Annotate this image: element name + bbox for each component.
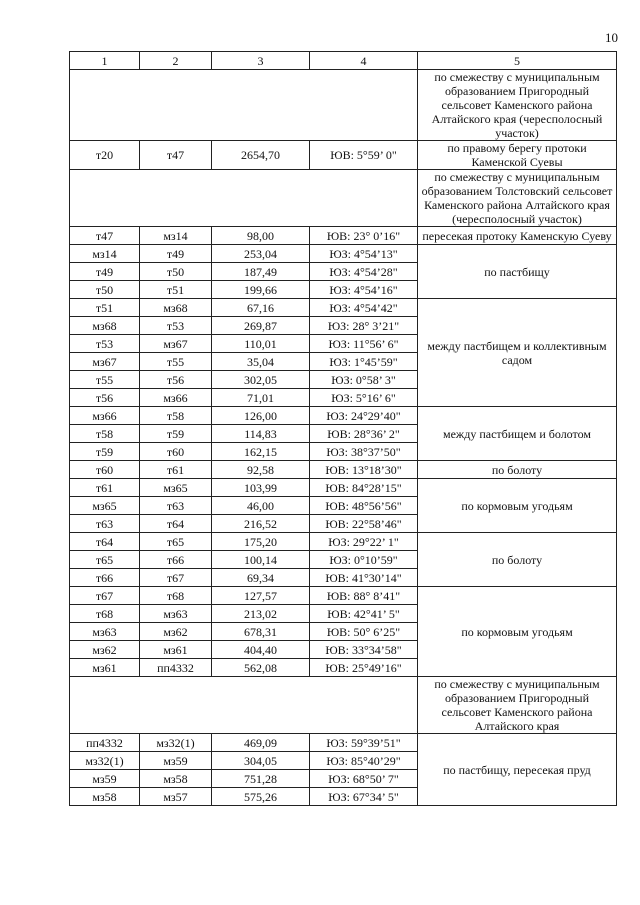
segment-description: по пастбищу, пересекая пруд	[418, 734, 617, 806]
segment-description: по смежеству с муниципальным образованием Пригородный сельсовет Каменского района Алтайского края (чересполосный участок)	[418, 70, 617, 141]
distance: 678,31	[212, 623, 310, 641]
to-point: мз66	[140, 389, 212, 407]
distance: 100,14	[212, 551, 310, 569]
from-point: т47	[70, 227, 140, 245]
from-point: мз63	[70, 623, 140, 641]
bearing: ЮЗ: 4°54’16"	[310, 281, 418, 299]
from-point: т60	[70, 461, 140, 479]
from-point: мз66	[70, 407, 140, 425]
table-row	[70, 141, 617, 170]
distance: 187,49	[212, 263, 310, 281]
distance: 469,09	[212, 734, 310, 752]
segment-description: по болоту	[418, 461, 617, 479]
bearing: ЮВ: 23° 0’16"	[310, 227, 418, 245]
bearing: ЮЗ: 24°29’40"	[310, 407, 418, 425]
to-point: т49	[140, 245, 212, 263]
bearing: ЮЗ: 4°54’42"	[310, 299, 418, 317]
to-point: т60	[140, 443, 212, 461]
to-point: мз67	[140, 335, 212, 353]
to-point: т68	[140, 587, 212, 605]
distance: 127,57	[212, 587, 310, 605]
from-point: т67	[70, 587, 140, 605]
bearing: ЮЗ: 38°37’50"	[310, 443, 418, 461]
from-point: мз58	[70, 788, 140, 806]
bearing: ЮЗ: 0°10’59"	[310, 551, 418, 569]
distance: 71,01	[212, 389, 310, 407]
bearing: ЮВ: 13°18’30"	[310, 461, 418, 479]
distance: 98,00	[212, 227, 310, 245]
from-point: мз62	[70, 641, 140, 659]
distance: 404,40	[212, 641, 310, 659]
to-point: мз32(1)	[140, 734, 212, 752]
from-point: т63	[70, 515, 140, 533]
to-point: т65	[140, 533, 212, 551]
separator-row	[70, 677, 617, 734]
bearing: ЮЗ: 67°34’ 5"	[310, 788, 418, 806]
from-point: т56	[70, 389, 140, 407]
from-point: пп4332	[70, 734, 140, 752]
distance: 199,66	[212, 281, 310, 299]
table-row	[70, 245, 617, 263]
to-point: т51	[140, 281, 212, 299]
bearing: ЮЗ: 85°40’29"	[310, 752, 418, 770]
from-point: мз61	[70, 659, 140, 677]
bearing: ЮВ: 88° 8’41"	[310, 587, 418, 605]
bearing: ЮЗ: 29°22’ 1"	[310, 533, 418, 551]
to-point: т47	[140, 141, 212, 170]
from-point: т68	[70, 605, 140, 623]
bearing: ЮЗ: 4°54’13"	[310, 245, 418, 263]
segment-description: между пастбищем и коллективным садом	[418, 299, 617, 407]
to-point: т59	[140, 425, 212, 443]
bearing: ЮЗ: 5°16’ 6"	[310, 389, 418, 407]
bearing: ЮЗ: 0°58’ 3"	[310, 371, 418, 389]
bearing: ЮВ: 5°59’ 0"	[310, 141, 418, 170]
to-point: мз61	[140, 641, 212, 659]
distance: 162,15	[212, 443, 310, 461]
segment-description: по правому берегу протоки Каменской Суевы	[418, 141, 617, 170]
to-point: т67	[140, 569, 212, 587]
table-row	[70, 407, 617, 425]
distance: 92,58	[212, 461, 310, 479]
to-point: т63	[140, 497, 212, 515]
bearing: ЮВ: 84°28’15"	[310, 479, 418, 497]
distance: 175,20	[212, 533, 310, 551]
column-header-2: 2	[140, 52, 212, 70]
distance: 35,04	[212, 353, 310, 371]
segment-description: по кормовым угодьям	[418, 587, 617, 677]
table-row	[70, 227, 617, 245]
to-point: мз68	[140, 299, 212, 317]
from-point: мз32(1)	[70, 752, 140, 770]
bearing: ЮЗ: 68°50’ 7"	[310, 770, 418, 788]
to-point: т56	[140, 371, 212, 389]
table-row	[70, 734, 617, 752]
to-point: пп4332	[140, 659, 212, 677]
bearing: ЮВ: 33°34’58"	[310, 641, 418, 659]
bearing: ЮВ: 25°49’16"	[310, 659, 418, 677]
bearing: ЮВ: 41°30’14"	[310, 569, 418, 587]
blank-cell	[70, 677, 418, 734]
blank-cell	[70, 170, 418, 227]
segment-description: пересекая протоку Каменскую Суеву	[418, 227, 617, 245]
from-point: т59	[70, 443, 140, 461]
distance: 575,26	[212, 788, 310, 806]
bearing: ЮЗ: 1°45’59"	[310, 353, 418, 371]
separator-row	[70, 170, 617, 227]
to-point: т64	[140, 515, 212, 533]
distance: 126,00	[212, 407, 310, 425]
from-point: мз65	[70, 497, 140, 515]
distance: 103,99	[212, 479, 310, 497]
from-point: т53	[70, 335, 140, 353]
to-point: т50	[140, 263, 212, 281]
segment-description: по смежеству с муниципальным образованием Пригородный сельсовет Каменского района Алтайского края	[418, 677, 617, 734]
to-point: мз65	[140, 479, 212, 497]
from-point: т65	[70, 551, 140, 569]
bearing: ЮЗ: 4°54’28"	[310, 263, 418, 281]
from-point: т50	[70, 281, 140, 299]
bearing: ЮЗ: 11°56’ 6"	[310, 335, 418, 353]
distance: 562,08	[212, 659, 310, 677]
to-point: т66	[140, 551, 212, 569]
segment-description: по кормовым угодьям	[418, 479, 617, 533]
from-point: т51	[70, 299, 140, 317]
distance: 269,87	[212, 317, 310, 335]
to-point: мз58	[140, 770, 212, 788]
from-point: мз67	[70, 353, 140, 371]
column-header-5: 5	[418, 52, 617, 70]
table-row	[70, 533, 617, 551]
distance: 304,05	[212, 752, 310, 770]
bearing: ЮЗ: 28° 3’21"	[310, 317, 418, 335]
from-point: мз68	[70, 317, 140, 335]
distance: 69,34	[212, 569, 310, 587]
distance: 751,28	[212, 770, 310, 788]
bearing: ЮВ: 50° 6’25"	[310, 623, 418, 641]
to-point: т55	[140, 353, 212, 371]
bearing: ЮВ: 22°58’46"	[310, 515, 418, 533]
distance: 46,00	[212, 497, 310, 515]
from-point: т64	[70, 533, 140, 551]
bearing: ЮВ: 28°36’ 2"	[310, 425, 418, 443]
to-point: т53	[140, 317, 212, 335]
from-point: т55	[70, 371, 140, 389]
from-point: мз14	[70, 245, 140, 263]
from-point: т66	[70, 569, 140, 587]
column-header-1: 1	[70, 52, 140, 70]
segment-description: между пастбищем и болотом	[418, 407, 617, 461]
bearing: ЮВ: 42°41’ 5"	[310, 605, 418, 623]
from-point: т61	[70, 479, 140, 497]
distance: 253,04	[212, 245, 310, 263]
to-point: мз57	[140, 788, 212, 806]
table-row	[70, 479, 617, 497]
segment-description: по болоту	[418, 533, 617, 587]
to-point: мз14	[140, 227, 212, 245]
distance: 302,05	[212, 371, 310, 389]
boundary-table	[69, 51, 617, 806]
to-point: мз63	[140, 605, 212, 623]
distance: 114,83	[212, 425, 310, 443]
distance: 213,02	[212, 605, 310, 623]
table-row	[70, 299, 617, 317]
from-point: т58	[70, 425, 140, 443]
to-point: т61	[140, 461, 212, 479]
separator-row	[70, 70, 617, 141]
segment-description: по смежеству с муниципальным образованием Толстовский сельсовет Каменского района Алтайского края (чересполосный участок)	[418, 170, 617, 227]
page-number: 10	[605, 30, 618, 45]
bearing: ЮВ: 48°56’56"	[310, 497, 418, 515]
to-point: т58	[140, 407, 212, 425]
segment-description: по пастбищу	[418, 245, 617, 299]
distance: 216,52	[212, 515, 310, 533]
distance: 110,01	[212, 335, 310, 353]
header-row	[70, 52, 617, 70]
to-point: мз62	[140, 623, 212, 641]
column-header-3: 3	[212, 52, 310, 70]
blank-cell	[70, 70, 418, 141]
table-row	[70, 587, 617, 605]
distance: 2654,70	[212, 141, 310, 170]
to-point: мз59	[140, 752, 212, 770]
distance: 67,16	[212, 299, 310, 317]
bearing: ЮЗ: 59°39’51"	[310, 734, 418, 752]
from-point: т49	[70, 263, 140, 281]
table-row	[70, 461, 617, 479]
column-header-4: 4	[310, 52, 418, 70]
from-point: мз59	[70, 770, 140, 788]
from-point: т20	[70, 141, 140, 170]
